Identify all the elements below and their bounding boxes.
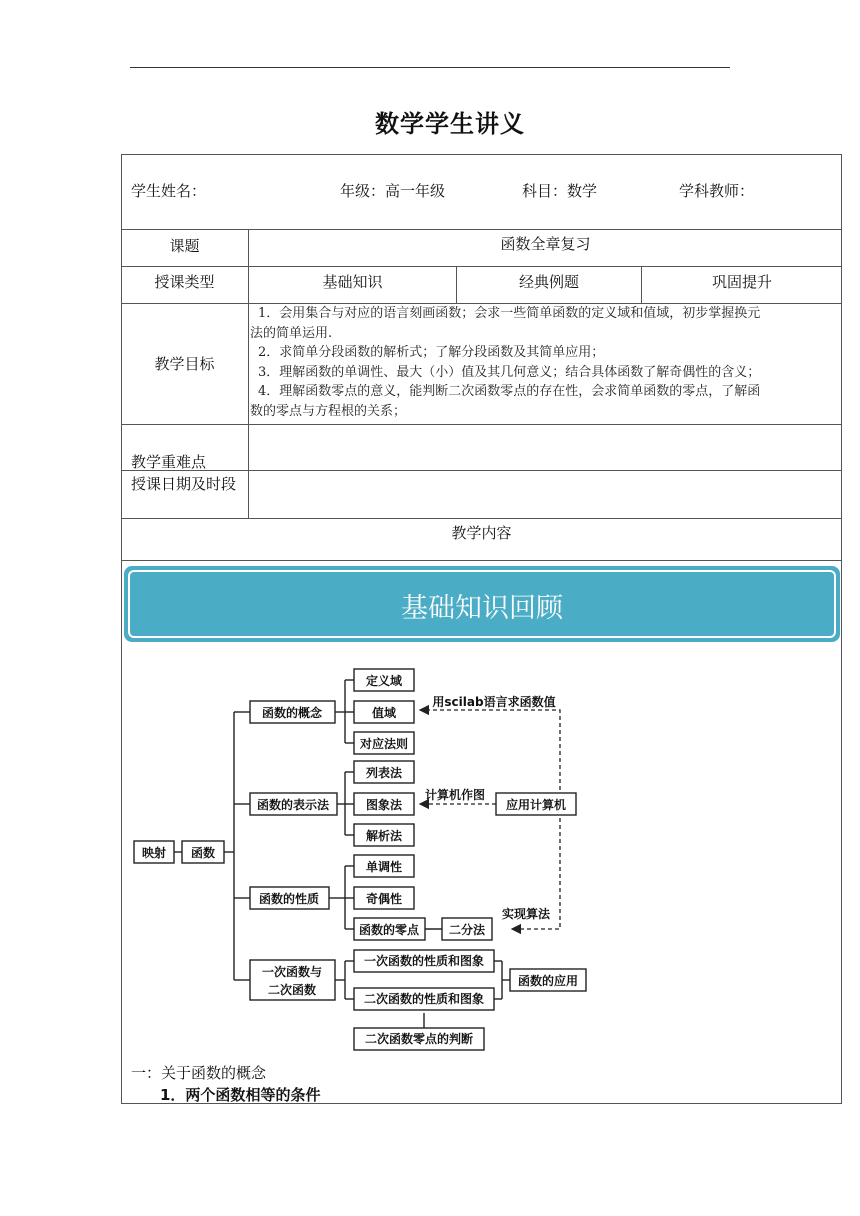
node-range: 值域	[371, 706, 397, 720]
goal-item: 3．理解函数的单调性、最大（小）值及其几何意义；结合具体函数了解奇偶性的含义；	[258, 364, 761, 380]
lesson-date-label: 授课日期及时段	[131, 475, 237, 493]
student-name-label: 学生姓名：	[131, 182, 207, 200]
node-bisection: 二分法	[448, 923, 486, 937]
goal-item: 法的简单运用.	[250, 325, 333, 341]
table-rule	[121, 560, 842, 561]
goal-item: 2．求简单分段函数的解析式；了解分段函数及其简单应用；	[258, 345, 605, 360]
table-rule	[121, 424, 842, 425]
lesson-type-label: 授课类型	[154, 273, 215, 291]
function-concept-diagram	[132, 660, 602, 1058]
banner-title: 基础知识回顾	[401, 593, 563, 624]
table-rule	[121, 518, 842, 519]
table-rule	[121, 266, 842, 267]
node-quadratic-props: 二次函数的性质和图象	[363, 992, 485, 1006]
grade-label: 年级：高一年级	[340, 182, 446, 200]
content-header: 教学内容	[451, 524, 512, 542]
node-list-method: 列表法	[365, 766, 403, 780]
teacher-label: 学科教师：	[679, 182, 755, 200]
node-mapping: 映射	[141, 846, 167, 860]
dashed-connectors	[420, 710, 560, 929]
node-graph-method: 图象法	[365, 798, 403, 812]
goals-list	[250, 304, 842, 421]
difficulty-label: 教学重难点	[131, 453, 207, 471]
lesson-type-practice: 巩固提升	[711, 273, 772, 291]
header-rule	[130, 67, 730, 68]
topic-value: 函数全章复习	[500, 235, 591, 253]
node-computer-app: 应用计算机	[505, 798, 567, 812]
goal-item: 4．理解函数零点的意义，能判断二次函数零点的存在性，会求简单函数的零点，了解函	[258, 384, 761, 399]
goal-item: 数的零点与方程根的关系；	[250, 403, 407, 419]
page-title: 数学学生讲义	[375, 110, 525, 138]
node-linear-props: 一次函数的性质和图象	[363, 954, 485, 968]
node-rule: 对应法则	[359, 737, 409, 751]
node-representation: 函数的表示法	[256, 798, 330, 812]
topic-label: 课题	[169, 237, 200, 255]
lesson-type-basic: 基础知识	[322, 273, 383, 291]
section-heading-1-1: 1．两个函数相等的条件	[160, 1086, 321, 1104]
lesson-type-examples: 经典例题	[518, 273, 579, 291]
subject-label: 科目：数学	[522, 182, 598, 200]
goal-item: 1．会用集合与对应的语言刻画函数；会求一些简单函数的定义域和值域，初步掌握换元	[258, 306, 761, 321]
goals-label: 教学目标	[154, 355, 215, 373]
node-linear-quadratic-2: 二次函数	[267, 983, 317, 997]
node-linear-quadratic: 一次函数与	[261, 965, 323, 979]
node-zeros: 函数的零点	[358, 923, 420, 937]
node-application: 函数的应用	[517, 974, 579, 988]
section-heading-1: 一：关于函数的概念	[131, 1064, 267, 1082]
edge-label-algorithm: 实现算法	[501, 907, 551, 921]
edge-label-scilab: 用scilab语言求函数值	[432, 695, 556, 709]
node-monotonicity: 单调性	[365, 860, 403, 874]
node-quadratic-zeros: 二次函数零点的判断	[364, 1032, 474, 1046]
node-properties: 函数的性质	[258, 892, 320, 906]
node-concept: 函数的概念	[261, 706, 323, 720]
table-rule	[121, 229, 842, 230]
node-function: 函数	[190, 846, 216, 860]
node-parity: 奇偶性	[365, 892, 403, 906]
node-domain: 定义域	[365, 674, 403, 688]
node-analytic-method: 解析法	[365, 829, 403, 843]
section-banner	[124, 566, 840, 642]
edge-label-computer-plot: 计算机作图	[424, 788, 486, 802]
table-rule	[121, 470, 842, 471]
